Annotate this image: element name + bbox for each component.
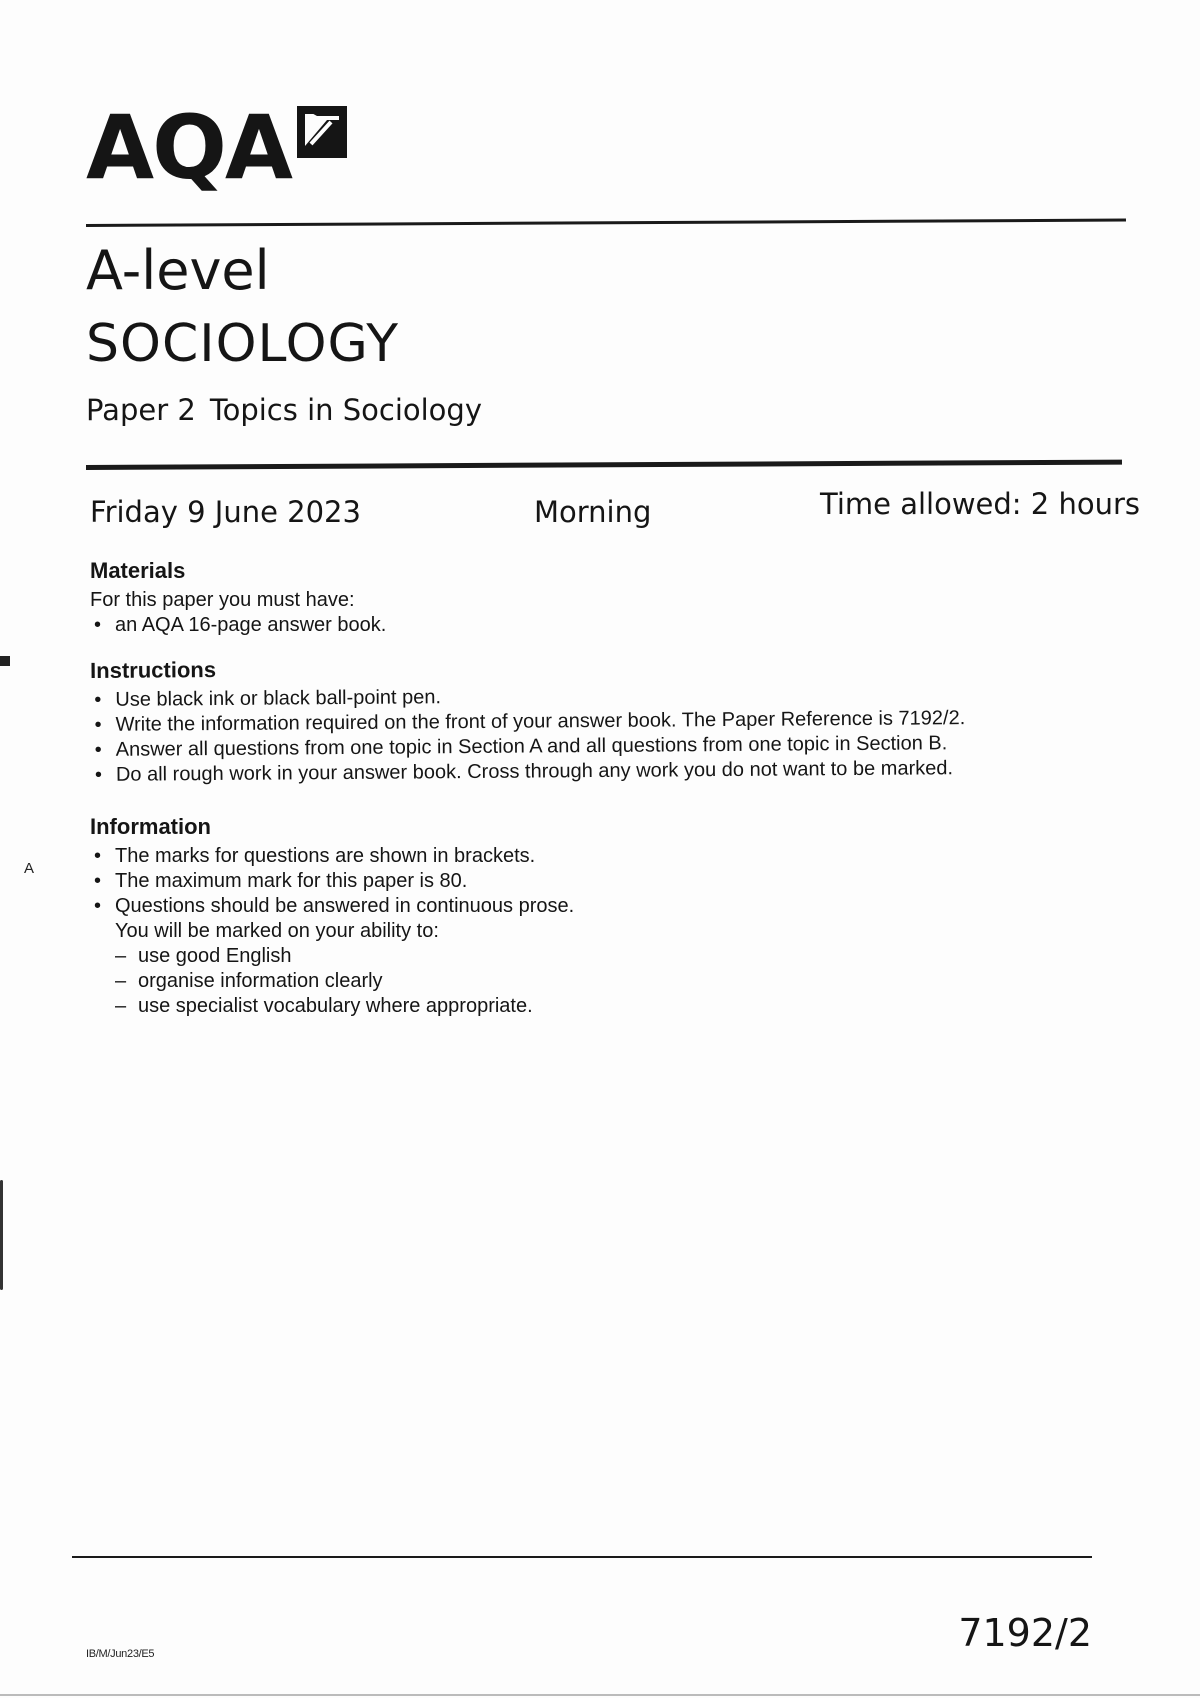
title-divider <box>86 460 1122 470</box>
list-item: • an AQA 16-page answer book. <box>90 613 1130 638</box>
logo-text: AQA <box>86 96 292 199</box>
list-item: • Questions should be answered in continuous prose. <box>90 894 1130 919</box>
exam-date: Friday 9 June 2023 <box>90 495 361 529</box>
aqa-logo <box>86 96 347 199</box>
list-item: – use good English <box>115 944 1130 969</box>
paper-title <box>86 393 482 427</box>
materials-intro: For this paper you must have: <box>90 589 355 611</box>
list-item: • Use black ink or black ball-point pen. <box>90 680 1130 713</box>
list-item: – use specialist vocabulary where appropriate. <box>115 994 1130 1019</box>
time-allowed: Time allowed: 2 hours <box>820 487 1140 521</box>
materials-section <box>90 558 1130 638</box>
ability-intro: You will be marked on your ability to: <box>115 920 439 942</box>
scan-bottom-edge <box>0 1694 1200 1696</box>
subject-title: SOCIOLOGY <box>86 314 400 374</box>
paper-code: 7192/2 <box>958 1611 1092 1655</box>
ability-list <box>90 944 1130 1019</box>
list-item: • The marks for questions are shown in brackets. <box>90 844 1130 869</box>
qualification-level: A-level <box>86 239 270 302</box>
information-section <box>90 814 1130 1019</box>
list-item: • Answer all questions from one topic in Section A and all questions from one topic in Section B. <box>91 730 1131 763</box>
aqa-tick-mark-icon <box>297 106 347 158</box>
footer-divider <box>72 1556 1092 1558</box>
scan-edge-mark <box>0 656 10 666</box>
materials-list <box>90 613 1130 638</box>
instructions-section <box>90 650 1131 788</box>
materials-heading: Materials <box>90 558 186 583</box>
paper-number: Paper 2 <box>86 393 196 427</box>
list-item: • Do all rough work in your answer book. Cross through any work you do not want to be marked. <box>91 755 1131 788</box>
exam-session: Morning <box>534 495 652 529</box>
scan-edge-shadow <box>0 1180 3 1290</box>
header-divider <box>86 219 1126 227</box>
paper-topic: Topics in Sociology <box>209 393 482 427</box>
margin-mark: A <box>24 860 35 877</box>
instructions-heading: Instructions <box>90 657 217 683</box>
list-item: – organise information clearly <box>115 969 1130 994</box>
footer-reference: IB/M/Jun23/E5 <box>86 1648 155 1660</box>
information-list <box>90 844 1130 919</box>
list-item: • The maximum mark for this paper is 80. <box>90 869 1130 894</box>
list-item: • Write the information required on the front of your answer book. The Paper Reference is 7192/2. <box>90 705 1130 738</box>
instructions-list <box>90 680 1131 788</box>
information-heading: Information <box>90 814 211 839</box>
